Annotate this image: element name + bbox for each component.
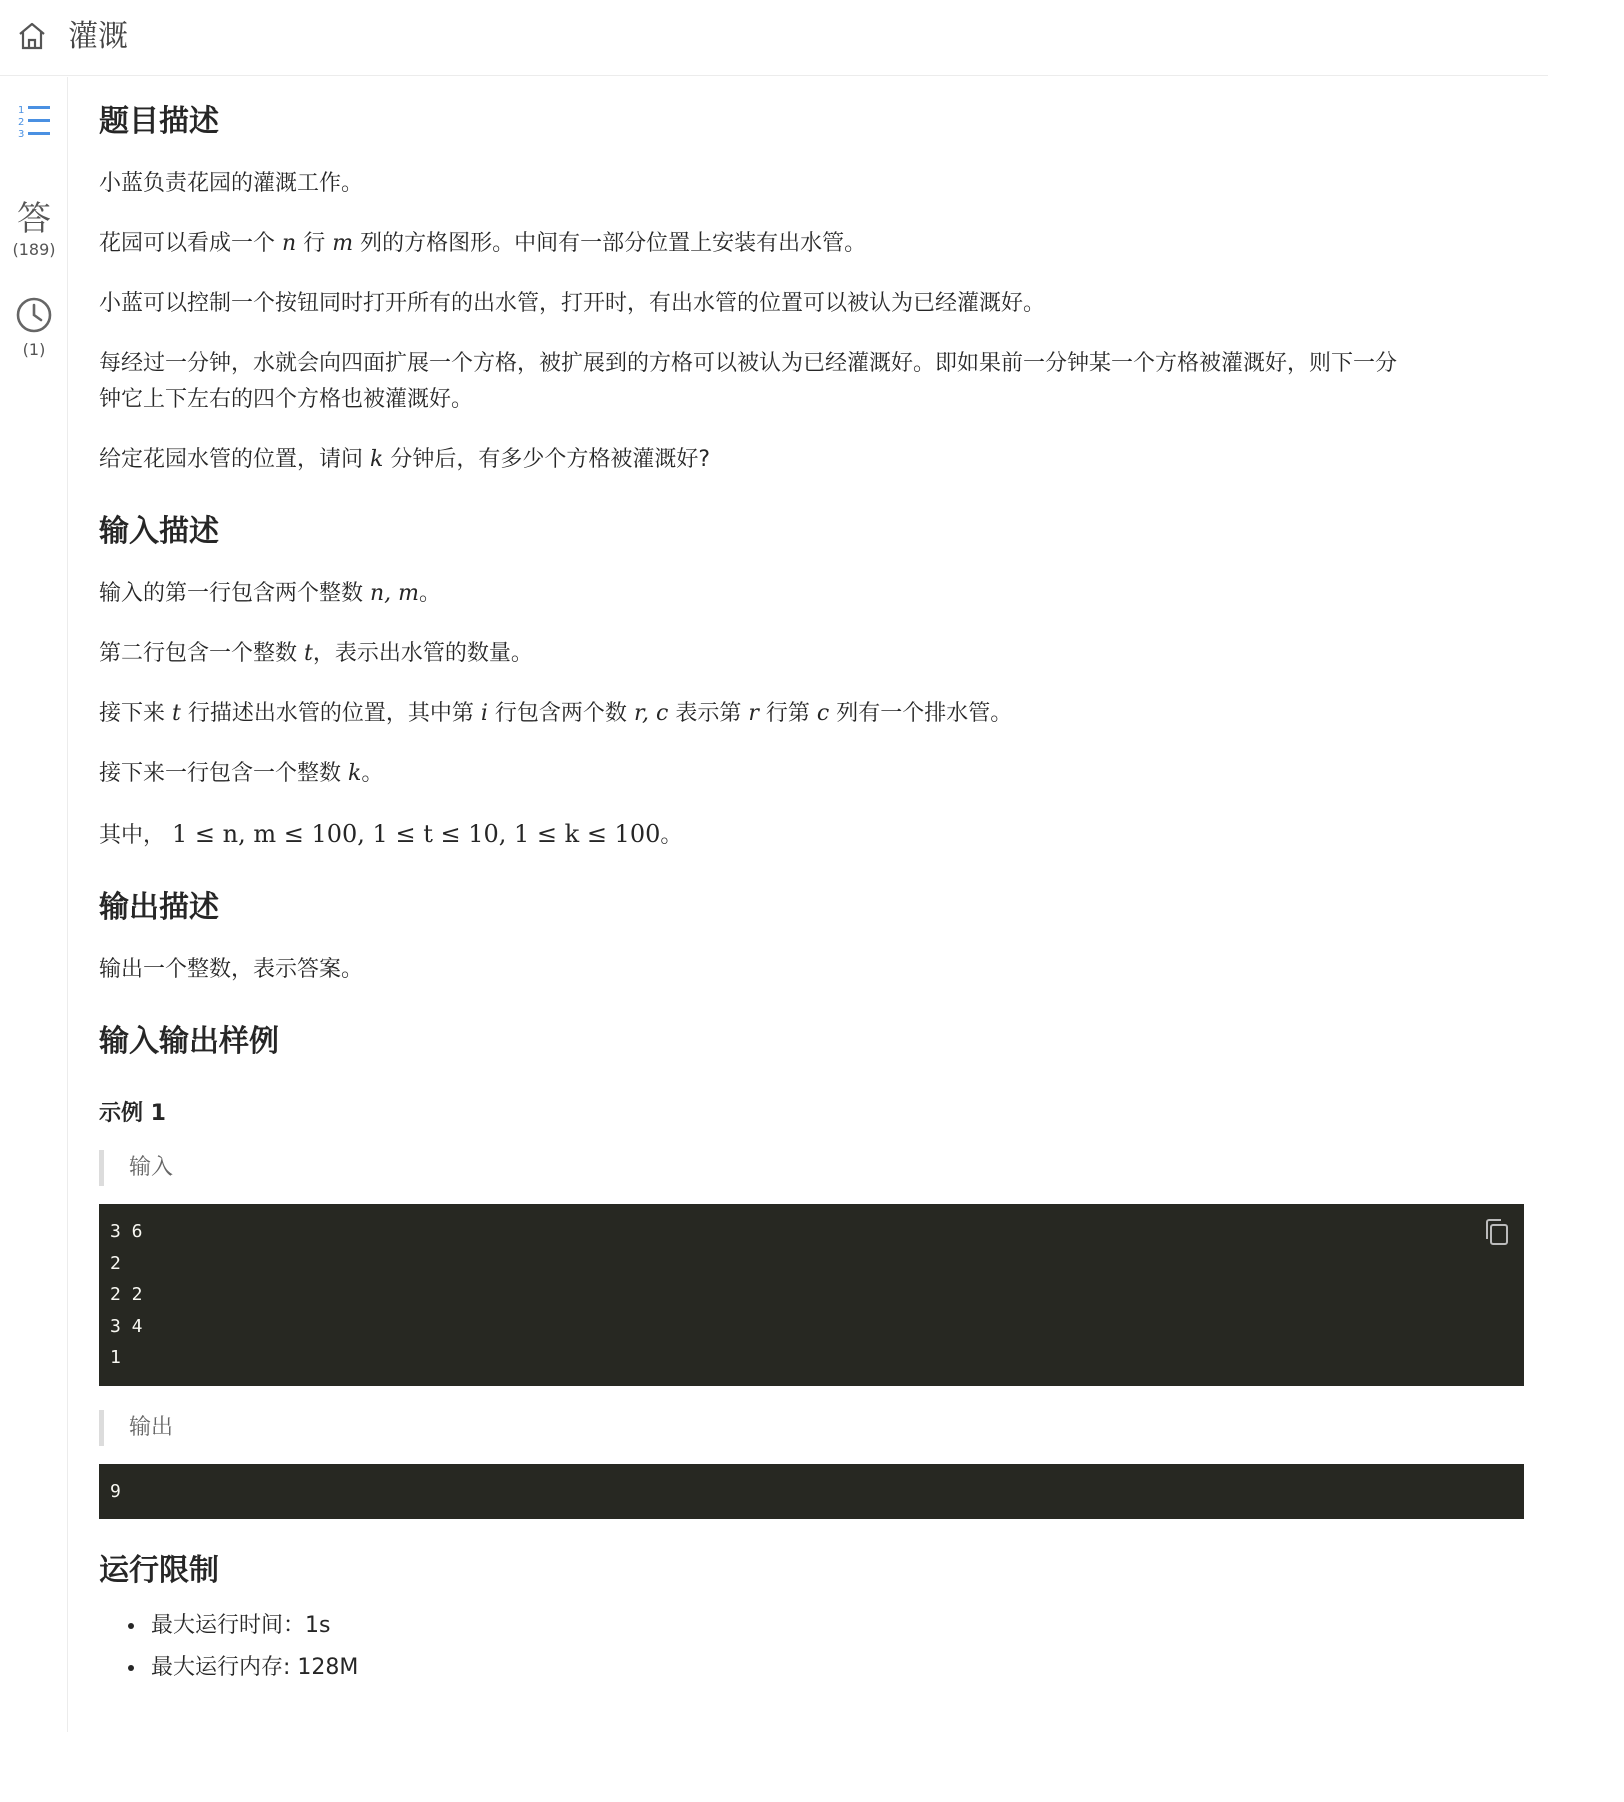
top-bar [0,0,1548,76]
sample-input-code: 3 6 2 2 2 3 4 1 [110,1221,143,1368]
answers-button[interactable] [0,200,68,259]
problem-content [99,100,1524,1689]
sample-input-block[interactable] [99,1204,1524,1386]
limits-list [99,1605,1524,1689]
svg-text:1: 1 [18,105,25,116]
output-heading: 输出描述 [99,890,219,925]
copy-icon[interactable] [1484,1218,1510,1246]
limits-heading: 运行限制 [99,1553,219,1588]
sample-output-block[interactable] [99,1464,1524,1520]
desc-paragraph-1: 小蓝负责花园的灌溉工作。 [99,171,364,196]
desc-paragraph-3: 小蓝可以控制一个按钮同时打开所有的出水管，打开时，有出水管的位置可以被认为已经灌溉好。 [99,291,1046,316]
input-label: 输入 [99,1150,1524,1186]
history-count: (1) [22,340,46,359]
sample-heading: 输入输出样例 [99,1024,279,1059]
input-constraints: 其中， 1 ≤ n, m ≤ 100, 1 ≤ t ≤ 10, 1 ≤ k ≤ 100。 [99,820,683,848]
sample-output-code: 9 [110,1480,121,1502]
desc-paragraph-5: 给定花园水管的位置，请问 k 分钟后，有多少个方格被灌溉好? [99,447,711,472]
list-item: • 最大运行时间：1s [147,1605,1524,1647]
svg-text:3: 3 [18,129,25,139]
input-paragraph-2: 第二行包含一个整数 t，表示出水管的数量。 [99,641,533,666]
home-icon[interactable] [16,20,48,52]
toc-button[interactable] [0,103,68,143]
svg-text:2: 2 [18,117,25,128]
list-ordered-icon [17,103,51,139]
sidebar [0,77,68,1732]
description-heading: 题目描述 [99,104,219,139]
page-title: 灌溉 [68,19,128,54]
output-label: 输出 [99,1410,1524,1446]
desc-paragraph-2: 花园可以看成一个 n 行 m 列的方格图形。中间有一部分位置上安装有出水管。 [99,231,867,256]
clock-icon [15,296,53,334]
desc-paragraph-4: 每经过一分钟，水就会向四面扩展一个方格，被扩展到的方格可以被认为已经灌溉好。即如果前一分钟某一个方格被灌溉好，则下一分 钟它上下左右的四个方格也被灌溉好。 [99,351,1398,412]
input-heading: 输入描述 [99,514,219,549]
answers-count: (189) [12,240,56,259]
list-item: • 最大运行内存: 128M [147,1647,1524,1689]
example-title: 示例 1 [99,1101,166,1126]
output-paragraph: 输出一个整数，表示答案。 [99,957,364,982]
input-paragraph-3: 接下来 t 行描述出水管的位置，其中第 i 行包含两个数 r, c 表示第 r 行第 c 列有一个排水管。 [99,701,1013,726]
history-button[interactable] [0,296,68,359]
input-paragraph-1: 输入的第一行包含两个整数 n, m。 [99,581,442,606]
answer-icon: 答 [17,199,51,239]
input-paragraph-4: 接下来一行包含一个整数 k。 [99,761,384,786]
